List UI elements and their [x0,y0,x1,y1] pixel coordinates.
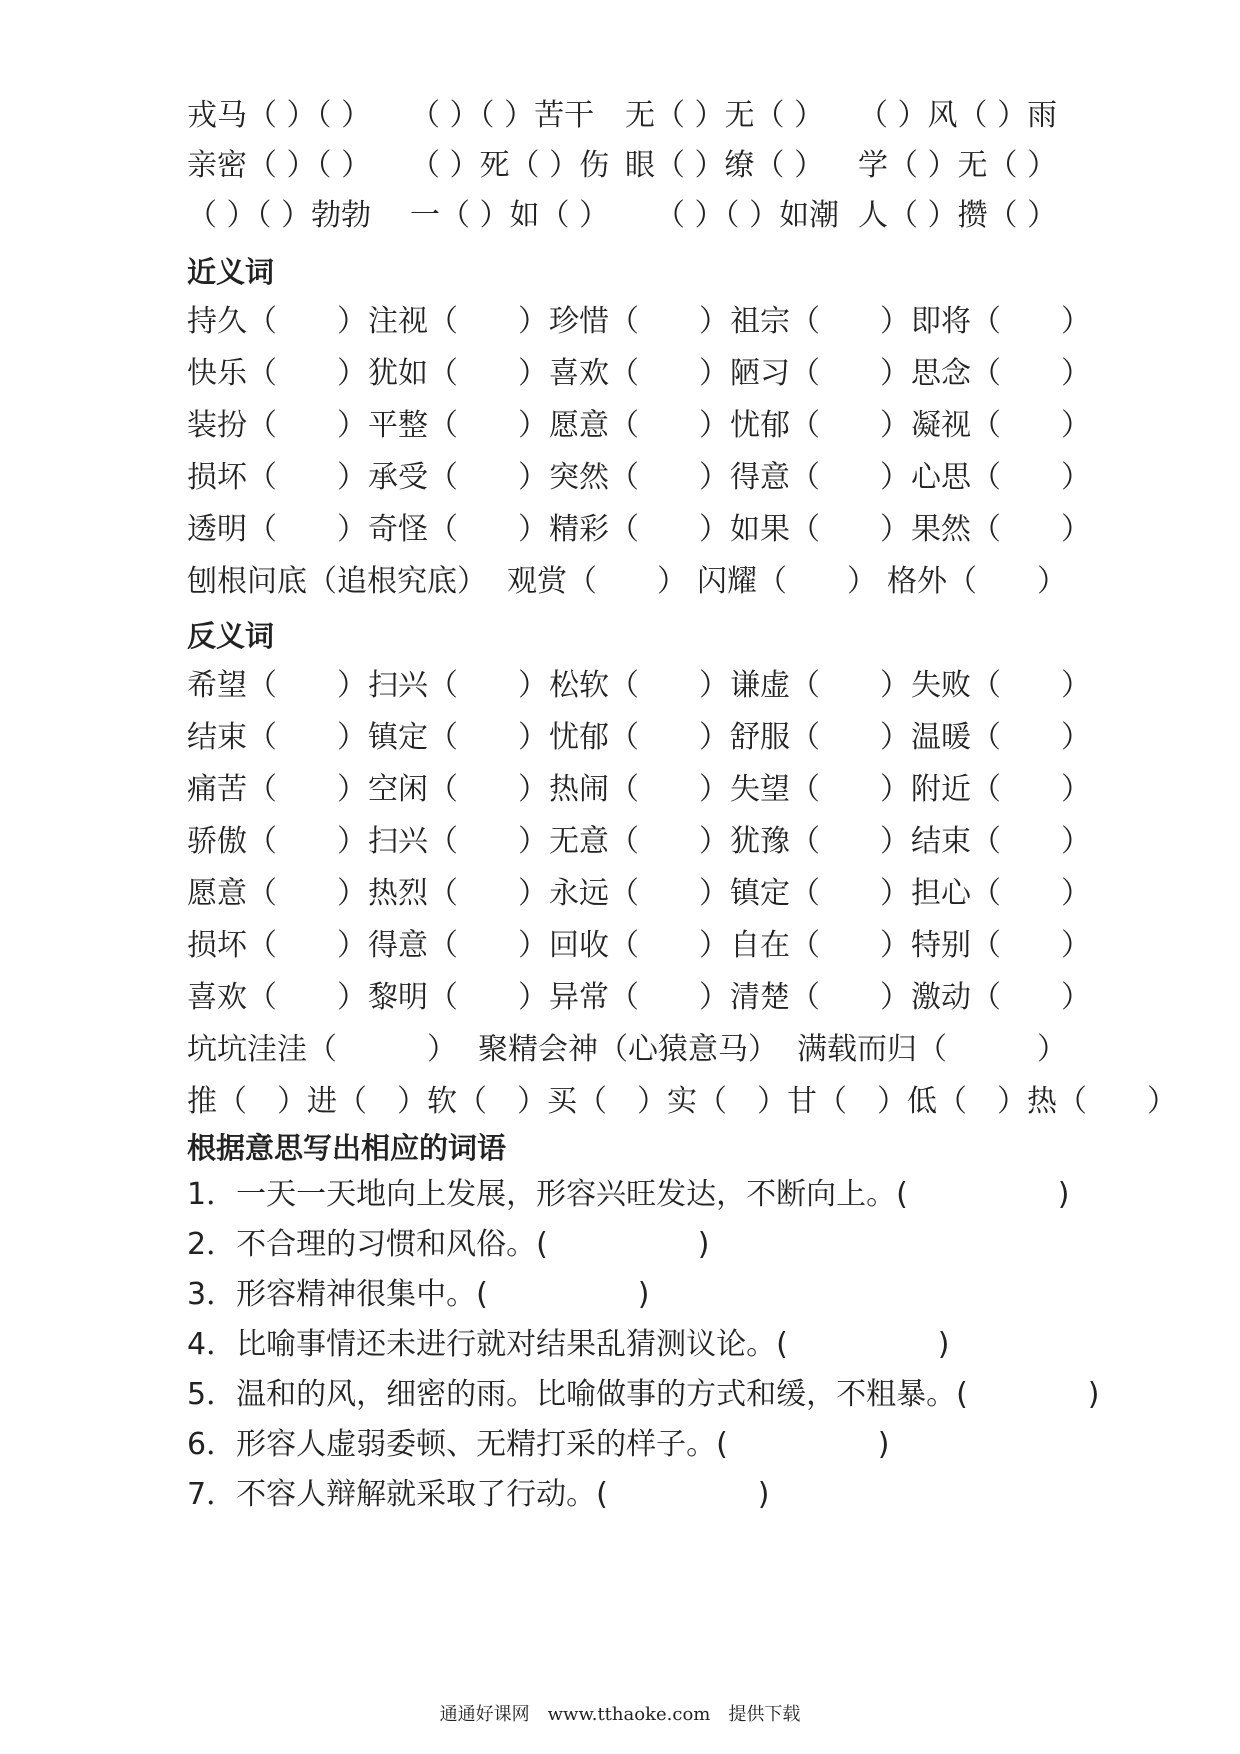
synonym-item: 格外（ ） [887,564,1067,599]
synonym-row [0,400,1240,452]
synonym-item: 装扮（ ） [187,408,367,443]
antonyms-heading: 反义词 [187,619,275,653]
antonym-item: 骄傲（ ） [187,824,367,859]
synonym-row [0,348,1240,400]
antonym-item: 愿意（ ） [187,876,367,911]
antonym-item: 异常（ ） [549,980,729,1015]
idiom-item: 亲密（ ）（ ） [187,148,372,183]
meaning-item: 2．不合理的习惯和风俗。( ) [187,1227,710,1262]
antonym-item: 扫兴（ ） [368,824,548,859]
idiom-item: 无（ ）无（ ） [625,98,825,133]
meaning-item: 6．形容人虚弱委顿、无精打采的样子。( ) [187,1427,890,1462]
idiom-item: 戎马（ ）（ ） [187,98,372,133]
synonym-item: 即将（ ） [911,304,1091,339]
synonym-item: 平整（ ） [368,408,548,443]
antonym-item: 舒服（ ） [730,720,910,755]
antonym-row [0,1076,1240,1128]
synonym-item: 陋习（ ） [730,356,910,391]
synonym-row [0,504,1240,556]
antonym-item: 扫兴（ ） [368,668,548,703]
antonym-item: 回收（ ） [549,928,729,963]
antonym-item: 聚精会神（心猿意马） [478,1032,778,1067]
idiom-item: 眼（ ）缭（ ） [625,148,825,183]
synonym-item: 如果（ ） [730,512,910,547]
synonym-item: 透明（ ） [187,512,367,547]
synonym-item: 闪耀（ ） [697,564,877,599]
antonym-item: 失败（ ） [911,668,1091,703]
antonym-item: 无意（ ） [549,824,729,859]
synonym-item: 思念（ ） [911,356,1091,391]
synonym-item: 精彩（ ） [549,512,729,547]
antonym-item: 温暖（ ） [911,720,1091,755]
meaning-item: 5．温和的风，细密的雨。比喻做事的方式和缓，不粗暴。( ) [187,1377,1100,1412]
synonym-row [0,556,1240,608]
antonym-item: 黎明（ ） [368,980,548,1015]
idiom-item: （ ）（ ）苦干 [410,98,595,133]
antonym-item: 镇定（ ） [730,876,910,911]
idiom-row [0,190,1240,242]
antonym-item: 失望（ ） [730,772,910,807]
meaning-item: 4．比喻事情还未进行就对结果乱猜测议论。( ) [187,1327,950,1362]
antonym-item: 松软（ ） [549,668,729,703]
synonym-item: 果然（ ） [911,512,1091,547]
synonym-item: 得意（ ） [730,460,910,495]
antonym-item: 犹豫（ ） [730,824,910,859]
antonym-item: 坑坑洼洼（ ） [187,1032,457,1067]
synonym-item: 忧郁（ ） [730,408,910,443]
idiom-row [0,90,1240,142]
antonym-item: 热烈（ ） [368,876,548,911]
antonym-item: 自在（ ） [730,928,910,963]
antonym-item: 结束（ ） [187,720,367,755]
meanings-heading: 根据意思写出相应的词语 [187,1131,507,1165]
antonym-row [0,868,1240,920]
synonyms-heading: 近义词 [187,255,275,289]
synonym-item: 刨根问底（追根究底） [187,564,487,599]
synonym-row [0,452,1240,504]
antonym-item: 希望（ ） [187,668,367,703]
antonym-item: 镇定（ ） [368,720,548,755]
synonym-item: 突然（ ） [549,460,729,495]
synonym-item: 祖宗（ ） [730,304,910,339]
antonym-row [0,972,1240,1024]
antonym-item: 热闹（ ） [549,772,729,807]
synonym-item: 观赏（ ） [507,564,687,599]
synonym-item: 快乐（ ） [187,356,367,391]
synonym-row [0,296,1240,348]
synonym-item: 承受（ ） [368,460,548,495]
idiom-item: 一（ ）如（ ） [410,198,610,233]
antonym-item: 结束（ ） [911,824,1091,859]
idiom-item: 人（ ）攒（ ） [858,198,1058,233]
antonym-item: 附近（ ） [911,772,1091,807]
meaning-item: 3．形容精神很集中。( ) [187,1277,650,1312]
synonym-item: 珍惜（ ） [549,304,729,339]
antonym-item: 担心（ ） [911,876,1091,911]
antonym-item: 损坏（ ） [187,928,367,963]
antonym-row [0,764,1240,816]
synonym-item: 犹如（ ） [368,356,548,391]
antonym-row [0,712,1240,764]
idiom-item: （ ）风（ ）雨 [858,98,1058,133]
synonym-item: 愿意（ ） [549,408,729,443]
synonym-item: 奇怪（ ） [368,512,548,547]
antonym-item: 谦虚（ ） [730,668,910,703]
synonym-item: 注视（ ） [368,304,548,339]
idiom-item: （ ）死（ ）伤 [410,148,610,183]
antonym-item: 特别（ ） [911,928,1091,963]
meaning-item: 7．不容人辩解就采取了行动。( ) [187,1477,770,1512]
idiom-item: （ ）（ ）如潮 [655,198,840,233]
antonym-item: 满载而归（ ） [797,1032,1067,1067]
synonym-item: 喜欢（ ） [549,356,729,391]
synonym-item: 持久（ ） [187,304,367,339]
synonym-item: 凝视（ ） [911,408,1091,443]
antonym-item: 空闲（ ） [368,772,548,807]
antonym-item: 推（ ）进（ ）软（ ）买（ ）实（ ）甘（ ）低（ ）热（ ） [187,1084,1177,1119]
antonym-item: 忧郁（ ） [549,720,729,755]
synonym-item: 心思（ ） [911,460,1091,495]
antonym-item: 永远（ ） [549,876,729,911]
idiom-item: （ ）（ ）勃勃 [187,198,372,233]
synonym-item: 损坏（ ） [187,460,367,495]
meaning-item: 1．一天一天地向上发展，形容兴旺发达，不断向上。( ) [187,1177,1070,1212]
page-footer: 通通好课网 www.tthaoke.com 提供下载 [439,1704,801,1725]
antonym-row [0,1024,1240,1076]
antonym-row [0,920,1240,972]
antonym-row [0,660,1240,712]
antonym-item: 得意（ ） [368,928,548,963]
antonym-item: 喜欢（ ） [187,980,367,1015]
idiom-row [0,140,1240,192]
antonym-item: 激动（ ） [911,980,1091,1015]
antonym-item: 痛苦（ ） [187,772,367,807]
idiom-item: 学（ ）无（ ） [858,148,1058,183]
antonym-row [0,816,1240,868]
antonym-item: 清楚（ ） [730,980,910,1015]
